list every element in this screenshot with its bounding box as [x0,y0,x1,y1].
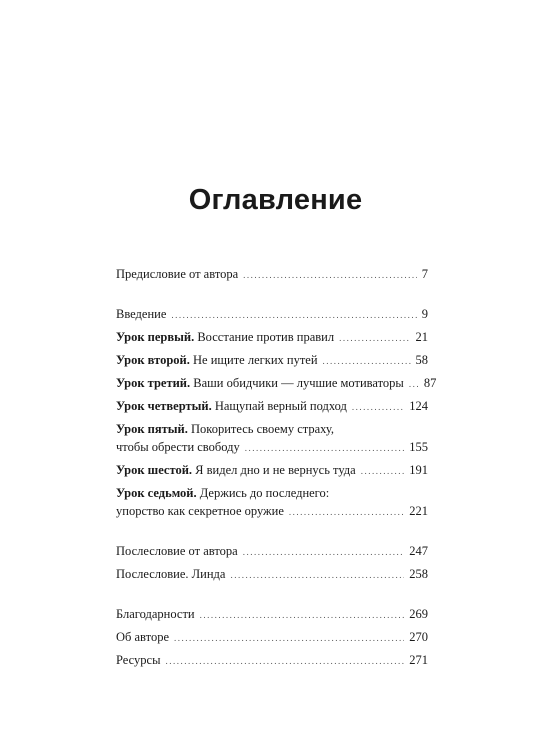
page-number: 9 [421,307,428,321]
page-number: 221 [409,504,428,518]
page-number: 258 [409,567,428,581]
toc-entry-text: упорство как секретное оружие [116,504,284,518]
dot-leader [165,652,404,670]
page-number: 270 [409,630,428,644]
toc-entry[interactable] [116,605,440,624]
dot-leader [243,543,405,561]
page-number: 191 [409,463,428,477]
page-number: 58 [415,353,428,367]
toc-entry-title [116,265,238,283]
toc-entry-title [116,422,334,436]
toc-lesson-label: Урок третий. [116,376,191,390]
toc-lesson-label: Урок второй. [116,353,190,367]
page-title: Оглавление [188,184,363,216]
toc-entry-text: Ваши обидчики — лучшие мотиваторы [193,376,404,390]
toc-entry-title [116,438,240,456]
page-number: 269 [409,607,428,621]
toc-entry-text: чтобы обрести свободу [116,440,240,454]
toc-entry[interactable] [116,484,440,521]
toc-entry-title [116,542,238,560]
toc-entry[interactable] [116,305,440,324]
toc-entry[interactable] [116,374,440,393]
page-number: 124 [409,399,428,413]
toc-entry-title [116,651,160,669]
toc-lesson-label: Урок четвертый. [116,399,212,413]
toc-lesson-label: Урок пятый. [116,422,188,436]
toc-entry-title [116,565,225,583]
dot-leader [289,503,404,521]
toc-entry[interactable] [116,351,440,370]
dot-leader [323,352,411,370]
toc-entry[interactable] [116,565,440,584]
toc-entry-text: Нащупай верный подход [214,399,347,413]
toc-entry[interactable] [116,420,440,457]
table-of-contents [116,265,440,670]
toc-entry-text: Я видел дно и не вернусь туда [195,463,356,477]
toc-entry-title [116,486,329,500]
dot-leader [171,306,416,324]
toc-group [116,265,440,284]
page-number: 7 [421,267,428,281]
page-number: 21 [415,330,428,344]
toc-entry[interactable] [116,397,440,416]
toc-lesson-label: Урок первый. [116,330,195,344]
toc-entry[interactable] [116,628,440,647]
toc-entry[interactable] [116,265,440,284]
toc-entry-text: Восстание против правил [197,330,335,344]
dot-leader [409,375,419,393]
dot-leader [245,439,405,457]
toc-entry[interactable] [116,461,440,480]
toc-entry-title [116,328,334,346]
page-number: 155 [409,440,428,454]
toc-entry[interactable] [116,328,440,347]
toc-entry-title [116,351,318,369]
toc-lesson-label: Урок шестой. [116,463,193,477]
toc-entry-title [116,397,347,415]
dot-leader [174,629,404,647]
dot-leader [200,606,405,624]
toc-entry-text: Послесловие от автора [116,544,238,558]
toc-entry-text: Не ищите легких путей [193,353,318,367]
page-number: 87 [423,376,437,390]
toc-entry-text: Об авторе [116,630,169,644]
dot-leader [339,329,410,347]
toc-group [116,542,440,584]
toc-entry-text: Ресурсы [116,653,161,667]
toc-entry-title [116,374,404,392]
page-number: 247 [409,544,428,558]
toc-entry-text: Покоритесь своему страху, [191,422,335,436]
toc-entry[interactable] [116,651,440,670]
toc-group [116,305,440,521]
page-number: 271 [409,653,428,667]
toc-group [116,605,440,670]
toc-entry-text: Держись до последнего: [199,486,330,500]
toc-entry-text: Благодарности [116,607,195,621]
dot-leader [352,398,404,416]
toc-entry-text: Предисловие от автора [116,267,239,281]
dot-leader [361,462,405,480]
toc-entry[interactable] [116,542,440,561]
dot-leader [230,566,404,584]
toc-lesson-label: Урок седьмой. [116,486,197,500]
toc-entry-title [116,502,284,520]
toc-entry-title [116,605,195,623]
toc-entry-title [116,628,169,646]
toc-entry-text: Послесловие. Линда [116,567,226,581]
dot-leader [243,266,417,284]
toc-entry-title [116,305,166,323]
toc-entry-title [116,461,356,479]
toc-entry-text: Введение [116,307,167,321]
